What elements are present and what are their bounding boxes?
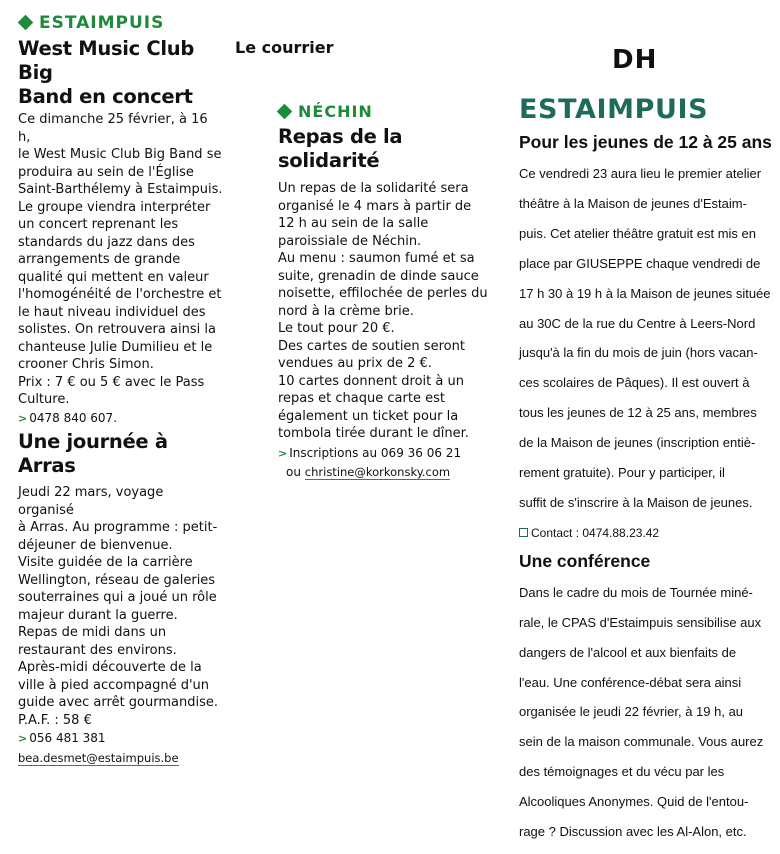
title-line: Band en concert bbox=[18, 85, 193, 108]
text-line: un concert reprenant les bbox=[18, 217, 179, 232]
text-line: Ce vendredi 23 aura lieu le premier atelier bbox=[519, 166, 762, 181]
text-line: rement gratuite). Pour y participer, il bbox=[519, 465, 725, 481]
inscriptions-text: Inscriptions au 069 36 06 21 bbox=[289, 445, 462, 460]
text-line: Des cartes de soutien seront bbox=[278, 338, 465, 354]
text-line: Le groupe viendra interpréter bbox=[18, 199, 211, 215]
diamond-icon bbox=[18, 14, 34, 30]
email-line bbox=[278, 464, 488, 482]
text-line: suite, grenadin de dinde sauce bbox=[278, 268, 479, 284]
phone-number: 0478 840 607. bbox=[29, 410, 118, 425]
text-line: dangers de l'alcool et aux bienfaits de bbox=[519, 644, 737, 660]
phone-number: 056 481 381 bbox=[29, 731, 106, 745]
column-middle bbox=[278, 102, 488, 482]
phone-line bbox=[18, 410, 223, 428]
text-line: sein de la maison communale. Vous aurez bbox=[519, 734, 764, 750]
arrow-icon: > bbox=[18, 411, 28, 425]
text-line: des témoignages et du vécu par les bbox=[519, 764, 725, 780]
text-line: également un ticket pour la bbox=[278, 408, 459, 424]
text-line: repas et chaque carte est bbox=[278, 391, 445, 406]
text-line: rale, le CPAS d'Estaimpuis sensibilise aux bbox=[519, 614, 762, 630]
text-line: tombola tirée durant le dîner. bbox=[278, 426, 469, 441]
text-line: tous les jeunes de 12 à 25 ans, membres bbox=[519, 405, 757, 421]
text-line: puis. Cet atelier théâtre gratuit est mis en bbox=[519, 225, 757, 241]
text-line: Dans le cadre du mois de Tournée miné- bbox=[519, 584, 753, 600]
square-icon bbox=[519, 528, 528, 537]
column-right bbox=[519, 94, 774, 854]
section-label: NÉCHIN bbox=[298, 102, 373, 121]
text-line: Un repas de la solidarité sera bbox=[278, 181, 469, 196]
text-line: ville à pied accompagné d'un bbox=[18, 677, 210, 693]
text-line: standards du jazz dans des bbox=[18, 234, 195, 250]
text-line: Jeudi 22 mars, voyage organisé bbox=[18, 485, 164, 518]
text-line: rage ? Discussion avec les Al-Alon, etc. bbox=[519, 824, 747, 840]
section-header-nechin bbox=[278, 102, 488, 121]
text-line: l'eau. Une conférence-débat sera ainsi bbox=[519, 674, 742, 690]
text-line: Visite guidée de la carrière bbox=[18, 555, 193, 570]
contact-line bbox=[519, 525, 774, 542]
text-line: solistes. On retrouvera ainsi la bbox=[18, 322, 216, 337]
text-line: Repas de midi dans un bbox=[18, 625, 167, 640]
arrow-icon: > bbox=[278, 446, 288, 460]
text-line: vendues au prix de 2 €. bbox=[278, 356, 432, 371]
text-line: nord à la crème brie. bbox=[278, 303, 414, 319]
contact-text: Contact : 0474.88.23.42 bbox=[531, 525, 660, 540]
text-line: souterraines qui a joué un rôle bbox=[18, 590, 217, 605]
text-line: Culture. bbox=[18, 392, 70, 407]
newspaper-label: DH bbox=[612, 45, 658, 75]
text-line: déjeuner de bienvenue. bbox=[18, 537, 173, 553]
text-line: Le tout pour 20 €. bbox=[278, 321, 395, 336]
text-line: à Arras. Au programme : petit- bbox=[18, 520, 218, 535]
text-line: organisé le 4 mars à partir de bbox=[278, 198, 472, 214]
text-line: au 30C de la rue du Centre à Leers-Nord bbox=[519, 315, 756, 331]
text-line: noisette, effilochée de perles du bbox=[278, 286, 488, 301]
text-line: organisée le jeudi 22 février, à 19 h, au bbox=[519, 704, 744, 720]
text-line: place par GIUSEPPE chaque vendredi de bbox=[519, 255, 761, 271]
text-line: produira au sein de l'Église bbox=[18, 164, 194, 180]
text-line: 12 h au sein de la salle bbox=[278, 216, 429, 231]
diamond-icon bbox=[277, 104, 293, 120]
article-body bbox=[278, 180, 488, 443]
text-line: Saint-Barthélemy à Estaimpuis. bbox=[18, 182, 223, 197]
text-line: Au menu : saumon fumé et sa bbox=[278, 251, 475, 266]
text-line: 17 h 30 à 19 h à la Maison de jeunes située bbox=[519, 285, 771, 301]
article-body bbox=[18, 484, 223, 729]
title-line: West Music Club Big bbox=[18, 37, 195, 84]
text-line: P.A.F. : 58 € bbox=[18, 712, 92, 728]
text-line: arrangements de grande bbox=[18, 252, 181, 267]
article-body bbox=[519, 585, 774, 841]
email-line bbox=[18, 750, 223, 768]
text-line: guide avec arrêt gourmandise. bbox=[18, 695, 218, 710]
text-line: le haut niveau individuel des bbox=[18, 304, 206, 320]
section-header-estaimpuis bbox=[18, 13, 223, 33]
or-text: ou bbox=[286, 465, 301, 479]
article-title: Pour les jeunes de 12 à 25 ans bbox=[519, 132, 772, 152]
text-line: majeur durant la guerre. bbox=[18, 607, 178, 623]
text-line: Après-midi découverte de la bbox=[18, 660, 202, 675]
text-line: de la Maison de jeunes (inscription entiè- bbox=[519, 435, 756, 451]
text-line: chanteuse Julie Dumilieu et le bbox=[18, 339, 213, 355]
text-line: ces scolaires de Pâques). Il est ouvert à bbox=[519, 375, 750, 391]
email-link[interactable]: bea.desmet@estaimpuis.be bbox=[18, 750, 179, 765]
text-line: Wellington, réseau de galeries bbox=[18, 572, 216, 588]
newspaper-label: Le courrier bbox=[235, 38, 334, 57]
text-line: qualité qui mettent en valeur bbox=[18, 269, 209, 285]
text-line: 10 cartes donnent droit à un bbox=[278, 373, 464, 389]
text-line: suffit de s'inscrire à la Maison de jeunes. bbox=[519, 494, 753, 510]
text-line: Alcooliques Anonymes. Quid de l'entou- bbox=[519, 794, 749, 810]
section-label: ESTAIMPUIS bbox=[39, 13, 165, 33]
article-title: Repas de la solidarité bbox=[278, 125, 403, 172]
text-line: Prix : 7 € ou 5 € avec le Pass bbox=[18, 374, 205, 390]
email-link[interactable]: christine@korkonsky.com bbox=[304, 465, 451, 479]
article-title bbox=[18, 37, 223, 109]
inscriptions-line bbox=[278, 445, 488, 463]
text-line: jusqu'à la fin du mois de juin (hors vacan- bbox=[519, 345, 758, 361]
text-line: théâtre à la Maison de jeunes d'Estaim- bbox=[519, 195, 747, 211]
text-line: crooner Chris Simon. bbox=[18, 357, 154, 372]
text-line: restaurant des environs. bbox=[18, 642, 177, 658]
text-line: le West Music Club Big Band se bbox=[18, 147, 222, 162]
text-line: paroissiale de Néchin. bbox=[278, 233, 422, 249]
article-body bbox=[519, 166, 774, 512]
text-line: Ce dimanche 25 février, à 16 h, bbox=[18, 112, 208, 145]
article-title: Une journée à Arras bbox=[18, 430, 168, 477]
text-line: l'homogénéité de l'orchestre et bbox=[18, 287, 222, 302]
arrow-icon: > bbox=[18, 732, 28, 745]
article-body bbox=[18, 111, 223, 409]
phone-line bbox=[18, 730, 223, 748]
section-header-estaimpuis-dh: ESTAIMPUIS bbox=[519, 94, 709, 125]
column-left bbox=[18, 13, 223, 767]
article-title: Une conférence bbox=[519, 550, 651, 571]
